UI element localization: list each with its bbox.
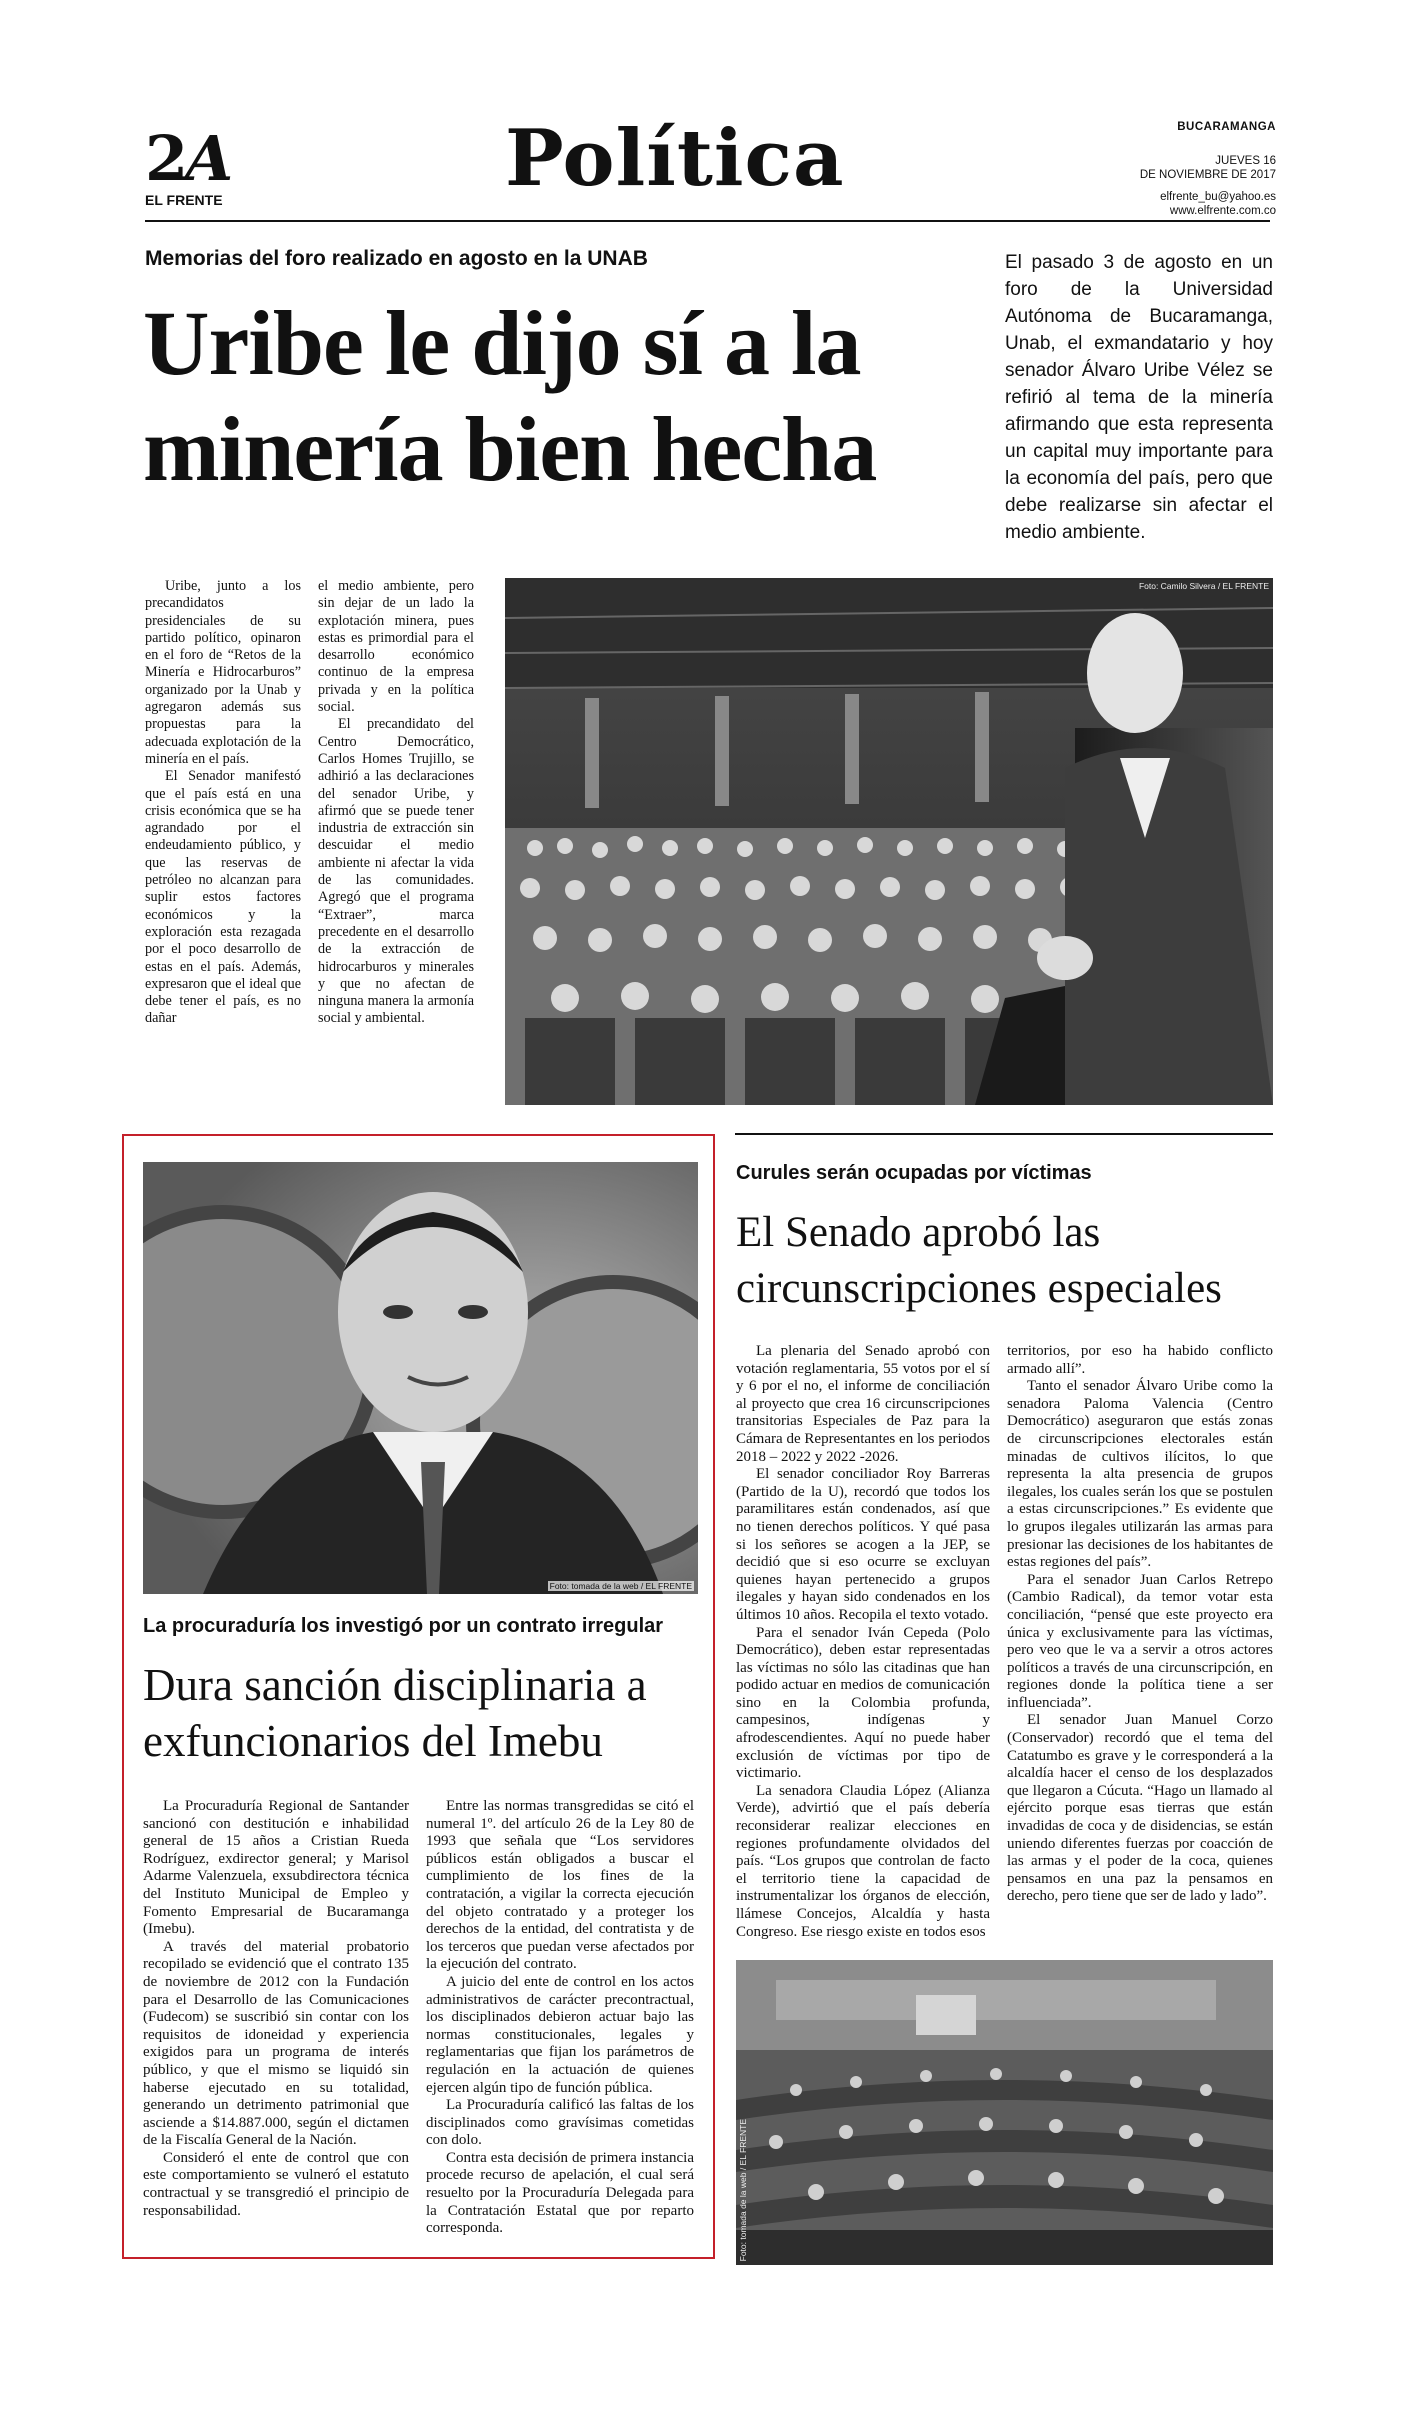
section-rule	[735, 1133, 1273, 1135]
header-email[interactable]: elfrente_bu@yahoo.es	[1160, 191, 1276, 203]
story1-column-1	[145, 578, 301, 1028]
header-rule	[145, 220, 1270, 222]
paragraph: territorios, por eso ha habido conflicto armado allí”.	[1007, 1343, 1273, 1377]
story3-headline: El Senado aprobó las circunscripciones especiales	[736, 1209, 1222, 1312]
photo-credit: Foto: tomada de la web / EL FRENTE	[738, 2118, 748, 2261]
header-city: BUCARAMANGA	[1177, 121, 1276, 133]
story1-kicker: Memorias del foro realizado en agosto en la UNAB	[145, 247, 648, 270]
paragraph: La senadora Claudia López (Alianza Verde), advirtió que el país debería reconsiderar realizar elecciones en regiones profundamente olvidados del país. “Los grupos que controlan de facto el territorio tiene la capacidad de instrumentalizar los órganos de elección, llámese Concejos, Alcaldía y hasta Congreso. Ese riesgo existe en todos esos	[736, 1782, 990, 1940]
story3-column-1	[736, 1343, 990, 1941]
header-day: JUEVES 16	[1215, 155, 1276, 167]
paragraph: Contra esta decisión de primera instancia procede recurso de apelación, el cual será resuelto por la Procuraduría Delegada para la Contratación Estatal que por reparto corresponda.	[426, 2149, 694, 2237]
story2-headline: Dura sanción disciplinaria a exfuncionarios del Imebu	[143, 1660, 647, 1766]
imebu-official-photo	[143, 1162, 698, 1594]
paragraph: La plenaria del Senado aprobó con votación reglamentaria, 55 votos por el sí y 6 por el no, el informe de conciliación al proyecto que crea 16 circunscripciones transitorias Especiales de Paz para la Cámara de Representantes en los periodos 2018 – 2022 y 2022 -2026.	[736, 1343, 990, 1465]
paragraph: El Senador manifestó que el país está en una crisis económica que se ha agrandado por el endeudamiento público, y que las reservas de petróleo no alcanzan para suplir estos factores económicos y la exploración esta rezagada por el poco desarrollo de estas en el país. Además, expresaron que el ideal que debe tener el país, es no dañar	[145, 768, 301, 1027]
story2-kicker: La procuraduría los investigó por un contrato irregular	[143, 1615, 664, 1637]
senate-plenary-photo	[736, 1960, 1273, 2265]
paragraph: La Procuraduría Regional de Santander sancionó con destitución e inhabilidad general de 15 años a Cristian Rueda Rodríguez, exdirector general; y Marisol Adarme Valenzuela, exsubdirectora técnica del Instituto Municipal de Empleo y Fomento Empresarial de Bucaramanga (Imebu).	[143, 1798, 409, 1938]
paragraph: El precandidato del Centro Democrático, Carlos Homes Trujillo, se adhirió a las declaraciones del senador Uribe, y afirmó que se puede tener industria de extracción sin descuidar el medio ambiente ni afectar la vida de las comunidades. Agregó que el programa “Extraer”, marca precedente en el desarrollo de la extracción de hidrocarburos y minerales y que no afectan de ninguna manera la armonía social y ambiental.	[318, 716, 474, 1027]
paragraph: Uribe, junto a los precandidatos presidenciales de su partido político, opinaron en el foro de “Retos de la Minería e Hidrocarburos” organizado por la Unab y agregaron además sus propuestas para la adecuada explotación de la minería en el país.	[145, 578, 301, 767]
uribe-forum-photo	[505, 578, 1273, 1105]
paragraph: A juicio del ente de control en los actos administrativos de carácter precontractual, los disciplinados debieron actuar bajo las normas constitucionales, legales y reglamentarias que fijan los parámetros de regulación en la actuación de quienes ejercen algún tipo de función pública.	[426, 1973, 694, 2096]
story1-headline: Uribe le dijo sí a la minería bien hecha	[143, 292, 877, 500]
paragraph: el medio ambiente, pero sin dejar de un lado la explotación minera, pues estas es primordial para el desarrollo económico continuo de la empresa privada y en la política social.	[318, 578, 474, 716]
story3-column-2	[1007, 1343, 1273, 1906]
paragraph: Para el senador Iván Cepeda (Polo Democrático), deben estar representadas las víctimas no sólo las citadinas que han podido actuar en medios de comunicación sino en la Colombia profunda, campesinos, indígenas y afrodescendientes. Aquí no puede haber exclusión de víctimas por tipo de victimario.	[736, 1624, 990, 1782]
story1-deck: El pasado 3 de agosto en un foro de la Universidad Autónoma de Bucaramanga, Unab, el exmandatario y hoy senador Álvaro Uribe Vélez se refirió al tema de la minería afirmando que esta representa un capital muy importante para la economía del país, pero que debe realizarse sin afectar el medio ambiente.	[1005, 252, 1273, 543]
newspaper-name: EL FRENTE	[145, 192, 223, 208]
paragraph: Entre las normas transgredidas se citó el numeral 1º. del artículo 26 de la Ley 80 de 1993 que señala que “Los servidores públicos están obligados a buscar el cumplimiento de los fines de la contratación, a vigilar la correcta ejecución del objeto contratado y a proteger los derechos de la entidad, del contratista y de los terceros que puedan verse afectados por la ejecución del contrato.	[426, 1798, 694, 1973]
story2-column-2	[426, 1798, 694, 2238]
story2-column-1	[143, 1798, 409, 2220]
section-title: Política	[505, 113, 845, 204]
photo-credit: Foto: tomada de la web / EL FRENTE	[549, 1581, 692, 1591]
story1-column-2	[318, 578, 474, 1028]
photo-credit: Foto: Camilo Silvera / EL FRENTE	[1138, 581, 1269, 591]
header-date: DE NOVIEMBRE DE 2017	[1139, 169, 1276, 181]
paragraph: El senador Juan Manuel Corzo (Conservador) recordó que el tema del Catatumbo es grave y le corresponderá a la alcaldía hacer el censo de los desplazados que llegaron a Cúcuta. “Hago un llamado al ejército porque esas tierras que están invadidas de coca y de disidencias, se están uniendo diferentes fuerzas por coacción de las armas y el poder de la coca, quienes pensamos en una paz la pensamos en derecho, pero tiene que ser de lado y lado”.	[1007, 1712, 1273, 1905]
page-number: 2A	[145, 122, 231, 195]
story3-kicker: Curules serán ocupadas por víctimas	[736, 1162, 1092, 1184]
paragraph: Consideró el ente de control que con este comportamiento se vulneró el estatuto contractual y se transgredió el principio de responsabilidad.	[143, 2149, 409, 2219]
header-website[interactable]: www.elfrente.com.co	[1169, 205, 1276, 217]
paragraph: Para el senador Juan Carlos Retrepo (Cambio Radical), da temor votar esta conciliación, “pensé que este proyecto era única y exclusivamente para las víctimas, pero veo que le va a servir a otros actores políticos a través de una circunscripción, en regiones donde la política tiene a ser influenciada”.	[1007, 1571, 1273, 1711]
paragraph: La Procuraduría calificó las faltas de los disciplinados como gravísimas cometidas con dolo.	[426, 2097, 694, 2149]
paragraph: Tanto el senador Álvaro Uribe como la senadora Paloma Valencia (Centro Democrático) aseguraron que estás zonas de circunscripciones electorales están minadas de cultivos ilícitos, lo que representa la alta presencia de grupos ilegales, los cuales serán los que se postulen a estas circunscripciones.” Es evidente que lo grupos ilegales utilizarán las armas para presionar las decisiones de los habitantes de estas regiones del país”.	[1007, 1378, 1273, 1571]
header-info	[1140, 120, 1276, 218]
paragraph: A través del material probatorio recopilado se evidenció que el contrato 135 de noviembre de 2012 con la Fundación para el Desarrollo de las Comunicaciones (Fudecom) se suscribió sin contar con los requisitos de idoneidad y experiencia exigidos para un programa de interés público, y que el mismo se liquidó sin haberse ejecutado en su totalidad, generando un detrimento patrimonial que asciende a $14.887.000, según el dictamen de la Fiscalía General de la Nación.	[143, 1938, 409, 2149]
paragraph: El senador conciliador Roy Barreras (Partido de la U), recordó que todos los paramilitares están condenados, así que no tienen derechos políticos. Y qué pasa si los señores se acogen a la JEP, se decidió que si eso ocurre se excluyan quienes hayan pertenecido a grupos ilegales y hayan sido condenados en los últimos 10 años. Recopila el texto votado.	[736, 1466, 990, 1623]
